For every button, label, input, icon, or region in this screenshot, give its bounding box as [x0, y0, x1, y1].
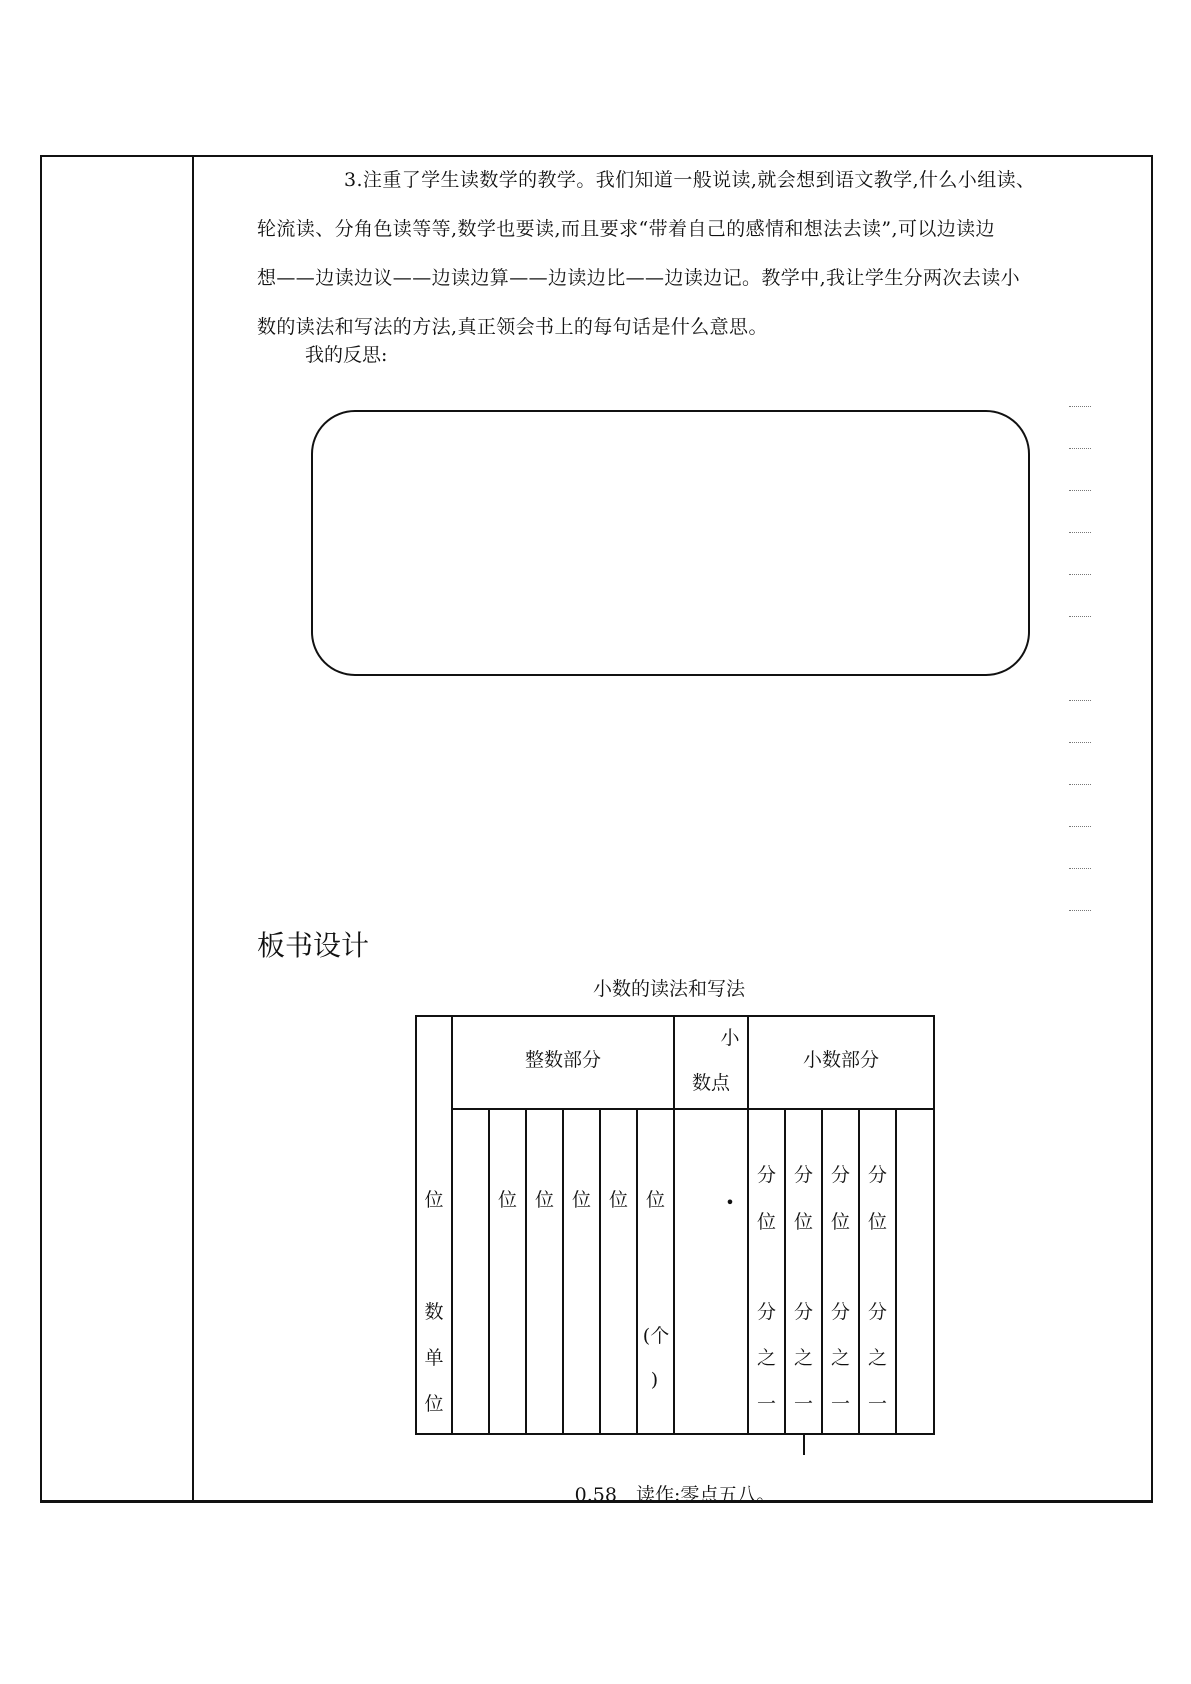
row-label-position: 位 [424, 1189, 444, 1211]
dec-unit-line1: 分 [867, 1301, 887, 1323]
ones-unit-text-2: ) [650, 1369, 659, 1391]
row-label-unit-1: 数 [424, 1301, 444, 1323]
ones-unit-text-1: (个 [642, 1325, 670, 1347]
dotted-line [1069, 826, 1091, 827]
int-position: 位 [608, 1189, 628, 1211]
place-value-table [415, 1015, 935, 1435]
dec-unit-line2: 之 [793, 1347, 813, 1369]
dec-position-bottom: 位 [793, 1211, 813, 1233]
decimal-point-symbol: • [725, 1193, 735, 1212]
dec-unit-line2: 之 [756, 1347, 776, 1369]
dec-position-bottom: 位 [830, 1211, 850, 1233]
para-line-1: 3.注重了学生读数学的教学。我们知道一般说读,就会想到语文教学,什么小组读、 [344, 169, 1036, 191]
dec-unit-line3: 一 [793, 1393, 813, 1415]
dotted-line [1069, 742, 1091, 743]
int-position: 位 [497, 1189, 517, 1211]
dotted-line [1069, 616, 1091, 617]
reading-example: 0.58 读作:零点五八。 [574, 1484, 776, 1506]
para-line-2: 轮流读、分角色读等等,数学也要读,而且要求“带着自己的感情和想法去读”,可以边读边 [257, 218, 995, 240]
reflection-label: 我的反思: [305, 344, 388, 366]
dotted-line [1069, 910, 1091, 911]
decimal-part-header: 小数部分 [802, 1049, 879, 1071]
decimal-point-header-bottom: 数点 [691, 1072, 730, 1094]
integer-part-header: 整数部分 [524, 1049, 601, 1071]
dec-unit-line3: 一 [830, 1393, 850, 1415]
dec-unit-line1: 分 [793, 1301, 813, 1323]
dotted-line [1069, 868, 1091, 869]
dec-unit-line2: 之 [867, 1347, 887, 1369]
dec-position-bottom: 位 [756, 1211, 776, 1233]
reflection-box[interactable] [311, 410, 1030, 676]
dotted-line [1069, 406, 1091, 407]
board-design-title: 板书设计 [257, 929, 370, 962]
dotted-line [1069, 532, 1091, 533]
decimal-point-header-top: 小 [720, 1027, 740, 1049]
row-label-unit-2: 单 [424, 1347, 444, 1369]
row-label-unit-3: 位 [424, 1393, 444, 1415]
dotted-line [1069, 490, 1091, 491]
dec-position-top: 分 [756, 1164, 776, 1186]
dotted-line [1069, 574, 1091, 575]
dotted-line [1069, 700, 1091, 701]
column-divider [192, 155, 194, 1502]
dotted-line [1069, 448, 1091, 449]
para-line-3: 想——边读边议——边读边算——边读边比——边读边记。教学中,我让学生分两次去读小 [257, 267, 1021, 289]
dotted-line [1069, 784, 1091, 785]
int-position: 位 [645, 1189, 665, 1211]
dec-unit-line1: 分 [756, 1301, 776, 1323]
para-line-4: 数的读法和写法的方法,真正领会书上的每句话是什么意思。 [257, 316, 768, 338]
dec-unit-line3: 一 [867, 1393, 887, 1415]
int-position: 位 [571, 1189, 591, 1211]
dec-position-top: 分 [867, 1164, 887, 1186]
dec-position-top: 分 [830, 1164, 850, 1186]
dec-unit-line2: 之 [830, 1347, 850, 1369]
place-value-table-title: 小数的读法和写法 [592, 978, 745, 1000]
dec-unit-line3: 一 [756, 1393, 776, 1415]
dec-position-bottom: 位 [867, 1211, 887, 1233]
dec-unit-line1: 分 [830, 1301, 850, 1323]
dec-position-top: 分 [793, 1164, 813, 1186]
int-position: 位 [534, 1189, 554, 1211]
